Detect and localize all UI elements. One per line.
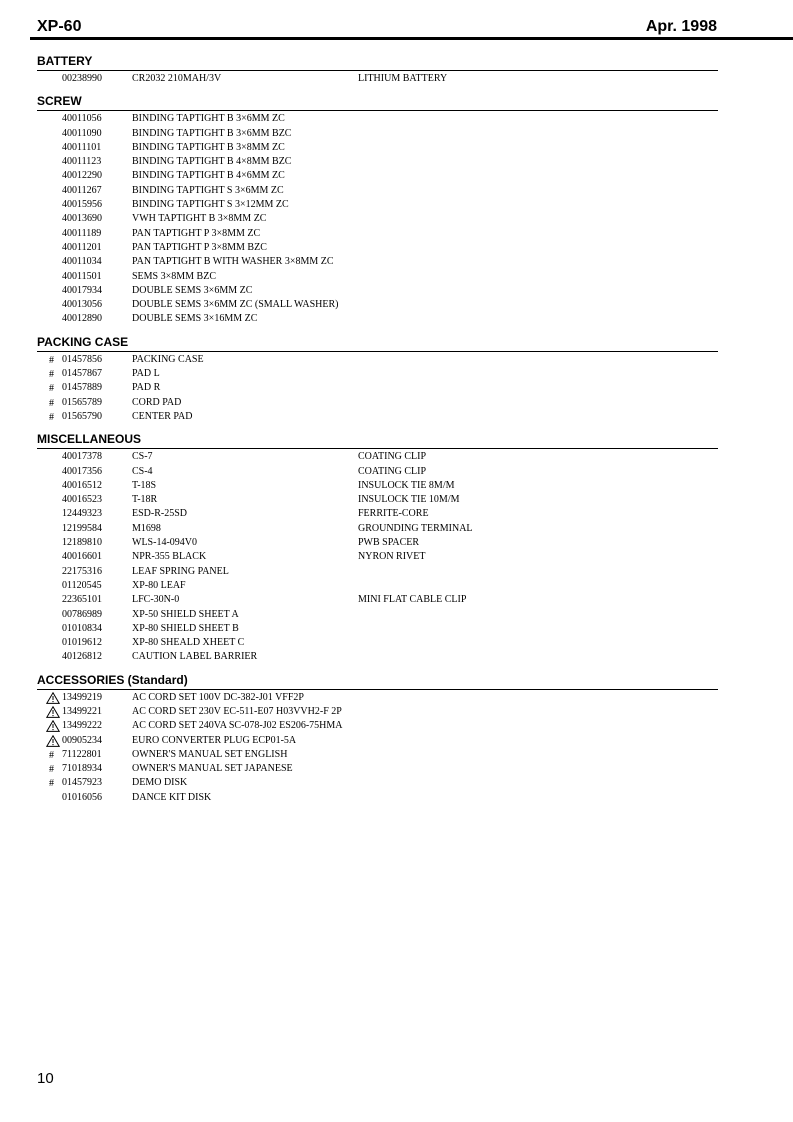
section-title: BATTERY (37, 54, 93, 68)
part-note: FERRITE-CORE (358, 508, 429, 520)
part-row (37, 776, 718, 790)
part-row (37, 465, 718, 479)
section-title: MISCELLANEOUS (37, 432, 142, 447)
part-description: BINDING TAPTIGHT B 3×8MM ZC (132, 141, 285, 153)
part-description: CAUTION LABEL BARRIER (132, 651, 258, 663)
part-row (37, 367, 718, 381)
part-description: AC CORD SET 100V DC-382-J01 VFF2P (132, 691, 304, 703)
part-description: AC CORD SET 230V EC-511-E07 H03VVH2-F 2P (132, 705, 342, 717)
part-description: DOUBLE SEMS 3×6MM ZC (SMALL WASHER) (132, 299, 339, 311)
part-number: 01010834 (62, 622, 102, 634)
section-screw (37, 94, 718, 326)
part-row (37, 198, 718, 212)
part-description: PAD L (132, 368, 160, 380)
part-row (37, 608, 718, 622)
part-description: AC CORD SET 240VA SC-078-J02 ES206-75HMA (132, 720, 343, 732)
part-description: CR2032 210MAH/3V (132, 73, 222, 84)
part-description: DEMO DISK (132, 777, 188, 789)
part-description: XP-80 SHIELD SHEET B (132, 622, 239, 634)
part-description: PAN TAPTIGHT P 3×8MM ZC (132, 227, 261, 239)
part-row (37, 650, 718, 664)
part-note: LITHIUM BATTERY (358, 73, 448, 84)
part-number: 40015956 (62, 199, 102, 211)
part-row (37, 241, 718, 255)
part-row (37, 270, 718, 284)
part-description: CENTER PAD (132, 410, 193, 422)
part-number: 40126812 (62, 651, 102, 663)
part-number: 40017934 (62, 284, 102, 296)
part-row (37, 479, 718, 493)
part-note: NYRON RIVET (358, 551, 426, 563)
part-number: 40011090 (62, 127, 102, 139)
part-description: DOUBLE SEMS 3×16MM ZC (132, 313, 258, 325)
part-description: PAN TAPTIGHT P 3×8MM BZC (132, 241, 267, 253)
part-description: LFC-30N-0 (132, 594, 180, 606)
part-number: 40011267 (62, 184, 102, 196)
part-number: 13499221 (62, 705, 102, 717)
part-description: BINDING TAPTIGHT B 4×6MM ZC (132, 170, 285, 182)
part-row (37, 536, 718, 550)
part-description: XP-80 LEAF (132, 579, 186, 591)
part-row (37, 579, 718, 593)
part-number: 40011123 (62, 156, 102, 168)
part-description: OWNER'S MANUAL SET JAPANESE (132, 763, 293, 775)
part-description: BINDING TAPTIGHT B 3×6MM ZC (132, 113, 285, 125)
part-number: 13499222 (62, 720, 102, 732)
part-number: 40013056 (62, 299, 102, 311)
part-row (37, 298, 718, 312)
part-description: PACKING CASE (132, 353, 204, 365)
part-number: 40011501 (62, 270, 102, 282)
part-description: CS-4 (132, 465, 153, 477)
header-rule (30, 37, 793, 40)
hash-mark: # (49, 411, 54, 423)
part-number: 22365101 (62, 594, 102, 606)
part-row (37, 127, 718, 141)
part-note: COATING CLIP (358, 451, 427, 463)
part-number: 01457856 (62, 353, 102, 365)
section-title: ACCESSORIES (Standard) (37, 672, 188, 687)
revision-date: Apr. 1998 (645, 18, 717, 35)
part-number: 01565789 (62, 396, 102, 408)
safety-warning-icon (46, 692, 60, 704)
part-description: PAD R (132, 382, 161, 394)
safety-warning-icon (46, 706, 60, 718)
section-accessories-standard (37, 673, 718, 805)
part-number: 01016056 (62, 791, 102, 803)
part-number: 40012890 (62, 313, 102, 325)
hash-mark: # (49, 749, 54, 761)
hash-mark: # (49, 778, 54, 790)
part-row (37, 565, 718, 579)
part-number: 01457889 (62, 382, 102, 394)
part-number: 40016512 (62, 479, 102, 491)
part-row (37, 284, 718, 298)
part-description: LEAF SPRING PANEL (132, 565, 229, 577)
part-row (37, 169, 718, 183)
part-row (37, 734, 718, 748)
part-number: 40016523 (62, 494, 102, 506)
section-battery (37, 54, 718, 86)
part-row (37, 396, 718, 410)
part-row (37, 227, 718, 241)
part-row (37, 507, 718, 521)
parts-list (37, 54, 718, 813)
part-description: CORD PAD (132, 396, 182, 408)
part-row (37, 255, 718, 269)
part-row (37, 72, 718, 86)
part-description: CS-7 (132, 451, 153, 463)
part-number: 01120545 (62, 579, 102, 591)
part-number: 40011056 (62, 113, 102, 125)
part-row (37, 691, 718, 705)
part-row (37, 141, 718, 155)
part-row (37, 155, 718, 169)
part-description: T-18S (132, 479, 157, 491)
part-row (37, 212, 718, 226)
section-packing-case (37, 335, 718, 424)
part-number: 40013690 (62, 213, 102, 225)
part-number: 40017356 (62, 465, 102, 477)
part-row (37, 493, 718, 507)
part-row (37, 705, 718, 719)
part-number: 40011201 (62, 241, 102, 253)
part-description: EURO CONVERTER PLUG ECP01-5A (132, 734, 297, 746)
hash-mark: # (49, 369, 54, 381)
part-description: BINDING TAPTIGHT B 3×6MM BZC (132, 127, 292, 139)
part-number: 01457867 (62, 368, 102, 380)
part-description: DOUBLE SEMS 3×6MM ZC (132, 284, 253, 296)
part-number: 40017378 (62, 451, 102, 463)
model-name: XP-60 (37, 18, 82, 35)
section-title: PACKING CASE (37, 334, 129, 349)
section-miscellaneous (37, 432, 718, 664)
part-description: VWH TAPTIGHT B 3×8MM ZC (132, 213, 267, 225)
part-row (37, 622, 718, 636)
part-description: T-18R (132, 494, 158, 506)
part-number: 01457923 (62, 777, 102, 789)
part-number: 00238990 (62, 73, 102, 84)
part-row (37, 593, 718, 607)
part-description: BINDING TAPTIGHT B 4×8MM BZC (132, 156, 292, 168)
part-number: 01019612 (62, 637, 102, 649)
part-number: 40011034 (62, 256, 102, 268)
section-rule (37, 110, 718, 111)
part-row (37, 550, 718, 564)
part-description: M1698 (132, 522, 161, 534)
part-number: 40012290 (62, 170, 102, 182)
part-note: INSULOCK TIE 8M/M (358, 479, 455, 491)
part-description: WLS-14-094V0 (132, 537, 197, 549)
hash-mark: # (49, 383, 54, 395)
part-note: INSULOCK TIE 10M/M (358, 494, 460, 506)
part-number: 40011189 (62, 227, 102, 239)
section-rule (37, 448, 718, 449)
part-row (37, 410, 718, 424)
part-number: 13499219 (62, 691, 102, 703)
part-number: 22175316 (62, 565, 102, 577)
safety-warning-icon (46, 720, 60, 732)
part-row (37, 312, 718, 326)
part-note: COATING CLIP (358, 465, 427, 477)
hash-mark: # (49, 354, 54, 366)
part-row (37, 762, 718, 776)
part-row (37, 353, 718, 367)
part-description: SEMS 3×8MM BZC (132, 270, 216, 282)
part-row (37, 184, 718, 198)
part-number: 40011101 (62, 141, 102, 153)
part-note: GROUNDING TERMINAL (358, 522, 473, 534)
part-number: 00905234 (62, 734, 102, 746)
part-description: ESD-R-25SD (132, 508, 188, 520)
part-description: XP-50 SHIELD SHEET A (132, 608, 239, 620)
part-number: 71122801 (62, 748, 102, 760)
part-description: NPR-355 BLACK (132, 551, 207, 563)
section-rule (37, 351, 718, 352)
part-row (37, 381, 718, 395)
part-number: 12449323 (62, 508, 102, 520)
section-rule (37, 689, 718, 690)
part-number: 40016601 (62, 551, 102, 563)
part-description: DANCE KIT DISK (132, 791, 212, 803)
section-rule (37, 70, 718, 71)
part-row (37, 450, 718, 464)
part-number: 00786989 (62, 608, 102, 620)
part-description: XP-80 SHEALD XHEET C (132, 637, 245, 649)
part-description: BINDING TAPTIGHT S 3×6MM ZC (132, 184, 284, 196)
hash-mark: # (49, 764, 54, 776)
page-number: 10 (37, 1070, 54, 1087)
part-number: 71018934 (62, 763, 102, 775)
part-number: 01565790 (62, 410, 102, 422)
section-title: SCREW (37, 94, 82, 109)
part-row (37, 636, 718, 650)
part-description: BINDING TAPTIGHT S 3×12MM ZC (132, 199, 289, 211)
part-number: 12199584 (62, 522, 102, 534)
part-number: 12189810 (62, 537, 102, 549)
part-row (37, 748, 718, 762)
part-description: OWNER'S MANUAL SET ENGLISH (132, 748, 288, 760)
part-row (37, 791, 718, 805)
part-row (37, 719, 718, 733)
hash-mark: # (49, 397, 54, 409)
part-row (37, 112, 718, 126)
part-note: PWB SPACER (358, 537, 420, 549)
part-description: PAN TAPTIGHT B WITH WASHER 3×8MM ZC (132, 256, 334, 268)
part-row (37, 522, 718, 536)
part-note: MINI FLAT CABLE CLIP (358, 594, 467, 606)
safety-warning-icon (46, 735, 60, 747)
